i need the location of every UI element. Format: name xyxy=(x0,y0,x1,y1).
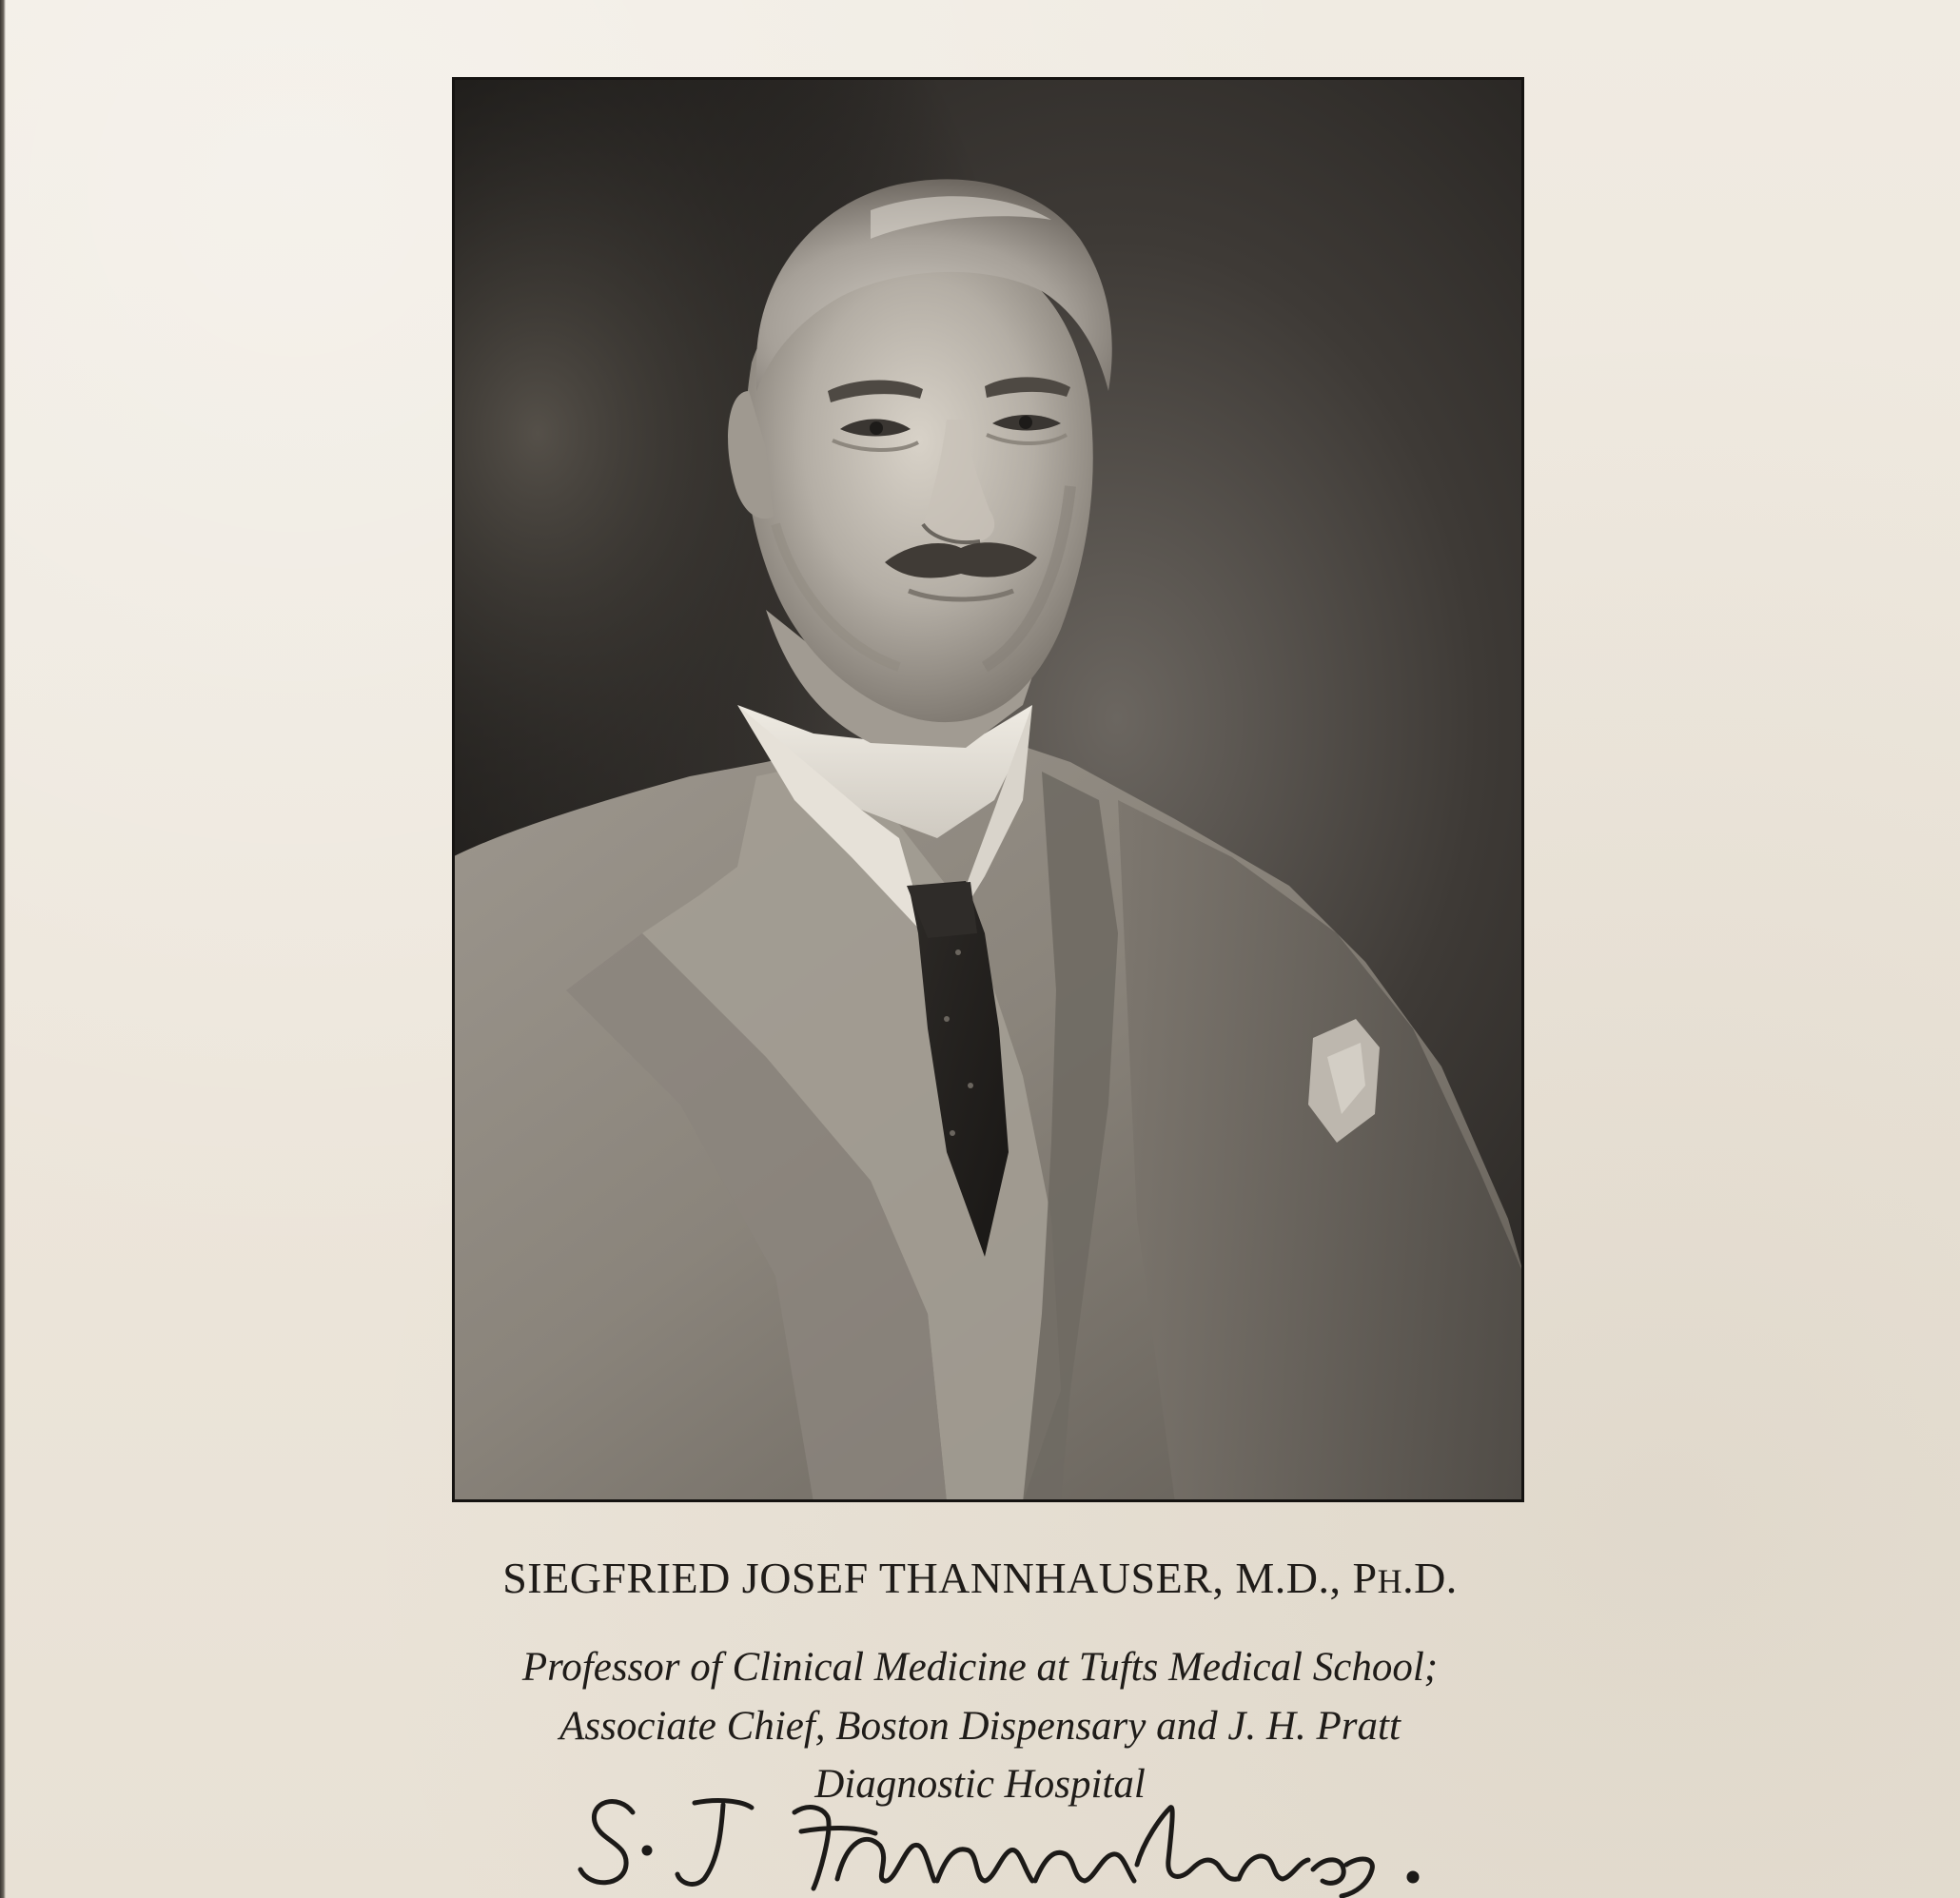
caption-title-line-1: Professor of Clinical Medicine at Tufts Medical School; xyxy=(521,1645,1439,1690)
name-tail: .D. xyxy=(1402,1554,1458,1602)
caption-name xyxy=(0,1553,1960,1603)
bleed-through-heading xyxy=(323,43,353,141)
name-small-caps: H xyxy=(1377,1562,1403,1600)
caption-title-line-2: Associate Chief, Boston Dispensary and J. H. Pratt xyxy=(559,1704,1401,1749)
binding-edge xyxy=(0,0,6,1898)
name-main: SIEGFRIED JOSEF THANNHAUSER, M.D., P xyxy=(502,1554,1378,1602)
portrait-photo xyxy=(452,77,1524,1502)
caption-title-line-3: Diagnostic Hospital xyxy=(814,1762,1146,1807)
portrait-image xyxy=(452,77,1524,1502)
handwritten-signature xyxy=(552,1774,1465,1898)
